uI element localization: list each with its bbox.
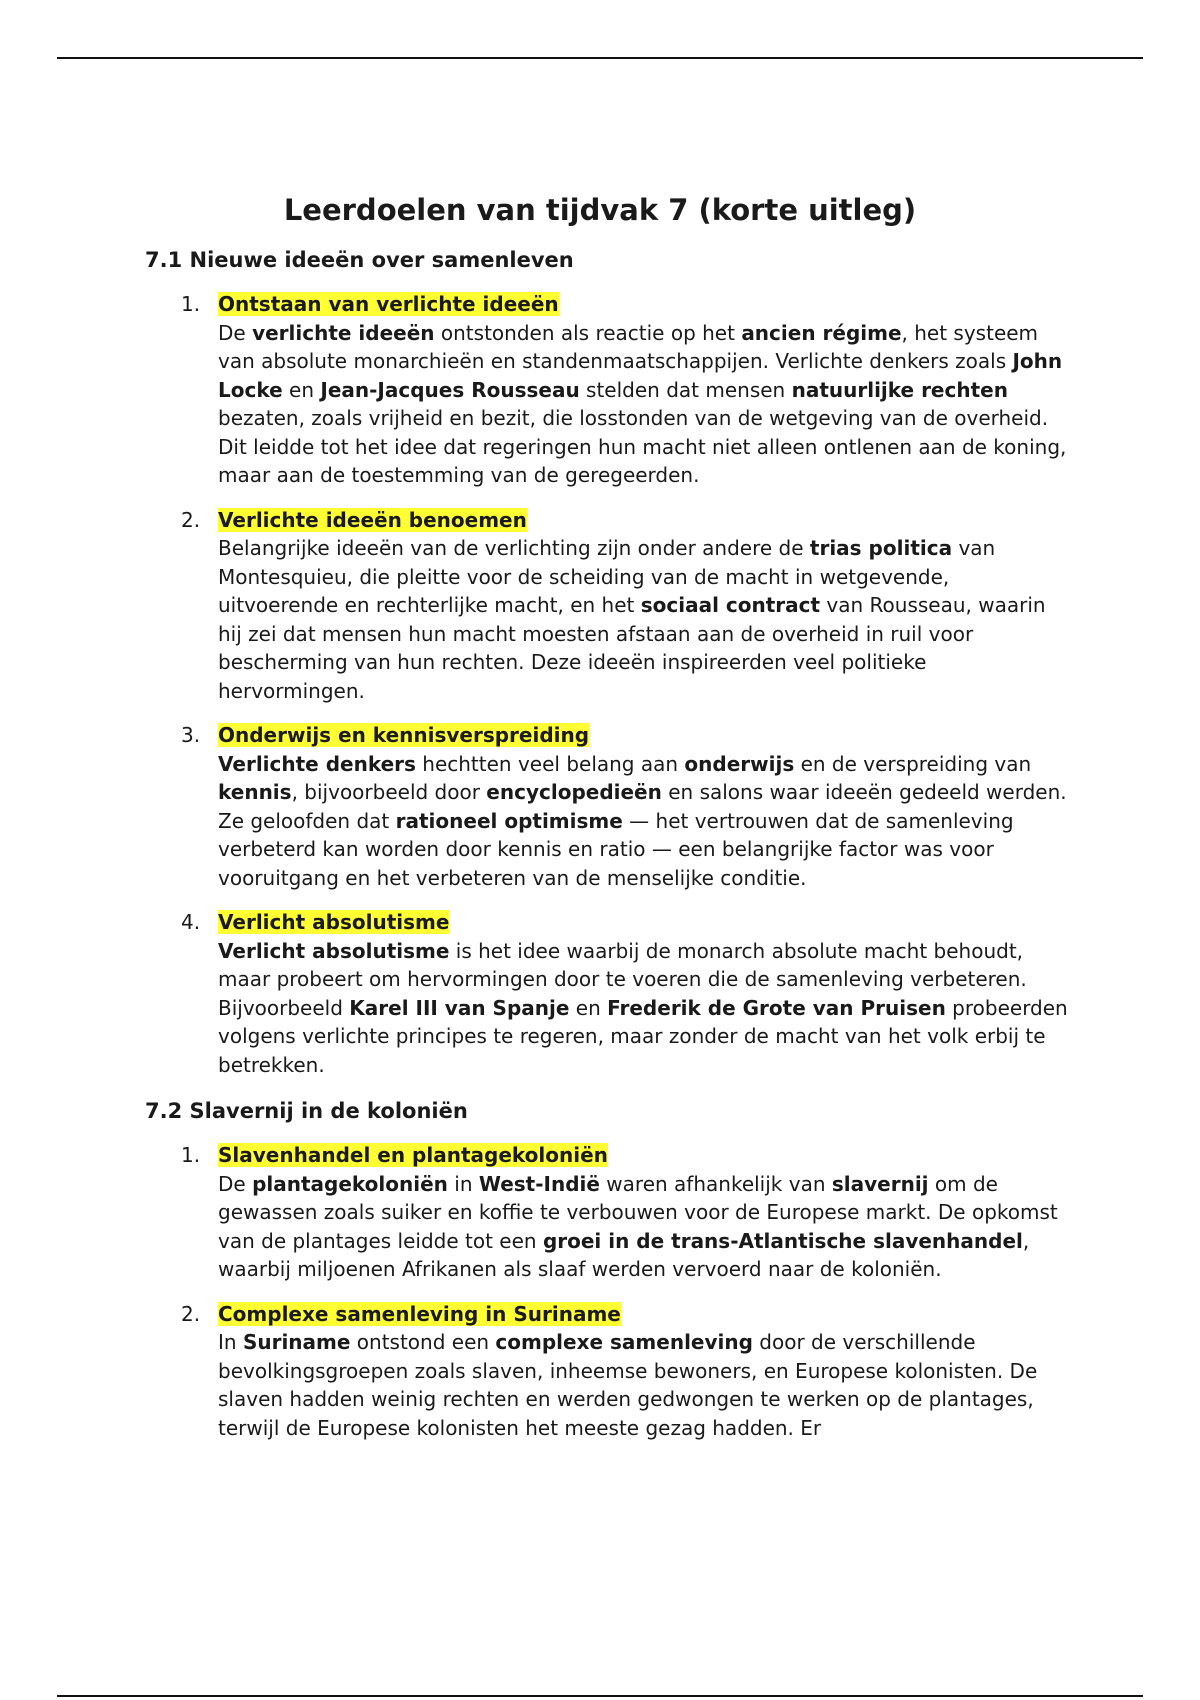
item-text: De verlichte ideeën ontstonden als reactie op het ancien régime, het systeem van absolute monarchieën en standenmaatschappijen. Verlichte denkers zoals John Locke en Jean-Jacques Rousseau stelden dat mensen natuurlijke rechten bezaten, zoals vrijheid en bezit, die losstonden van de wetgeving van de overheid. Dit leidde tot het idee dat regeringen hun macht niet alleen ontlenen aan de koning, maar aan de toestemming van de geregeerden. [218, 320, 1067, 487]
list-item [145, 1141, 1075, 1284]
bold-term: John Locke [218, 349, 1063, 402]
bold-term: kennis [218, 780, 292, 804]
bold-term: Verlichte denkers [218, 751, 416, 776]
bold-term: slavernij [831, 1171, 929, 1196]
item-title: Complexe samenleving in Suriname [218, 1301, 621, 1326]
section-heading: 7.2 Slavernij in de koloniën [145, 1099, 468, 1123]
section-7-1 [145, 244, 1075, 1079]
bold-term: trias politica [809, 536, 953, 560]
item-text: In Suriname ontstond een complexe samenleving door de verschillende bevolkingsgroepen zoals slaven, inheemse bewoners, en Europese kolonisten. De slaven hadden weinig rechten en werden gedwongen te werken op de plantages, terwijl de Europese kolonisten het meeste gezag hadden. Er [218, 1330, 1038, 1440]
item-title: Verlicht absolutisme [218, 910, 450, 934]
item-title: Ontstaan van verlichte ideeën [218, 292, 559, 316]
bold-term: ancien régime [741, 320, 902, 345]
bold-term: Frederik de Grote van Pruisen [607, 995, 946, 1020]
bold-term: Verlicht absolutisme [218, 938, 450, 963]
list-item [145, 290, 1075, 490]
top-rule [57, 57, 1143, 59]
bold-term: onderwijs [684, 751, 795, 776]
bold-term: Jean-Jacques Rousseau [320, 377, 580, 402]
list-number: 3. [181, 723, 201, 747]
item-text: Verlichte denkers hechtten veel belang aan onderwijs en de verspreiding van kennis, bijvoorbeeld door encyclopedieën en salons waar ideeën gedeeld werden. Ze geloofden dat rationeel optimisme — het vertrouwen dat de samenleving verbeterd kan worden door kennis en ratio — een belangrijke factor was voor vooruitgang en het verbeteren van de menselijke conditie. [218, 751, 1067, 890]
list-number: 4. [181, 910, 201, 934]
bold-term: sociaal contract [640, 593, 821, 617]
list-item [145, 506, 1075, 706]
list-item [145, 1300, 1075, 1443]
bold-term: plantagekoloniën [252, 1171, 448, 1196]
bold-term: Karel III van Spanje [349, 995, 570, 1020]
bold-term: Suriname [242, 1330, 351, 1354]
bold-term: encyclopedieën [486, 780, 662, 804]
bold-term: verlichte ideeën [252, 320, 435, 345]
bold-term: West-Indië [478, 1171, 600, 1196]
item-text: De plantagekoloniën in West-Indië waren afhankelijk van slavernij om de gewassen zoals suiker en koffie te verbouwen voor de Europese markt. De opkomst van de plantages leidde tot een groei in de trans-Atlantische slavenhandel, waarbij miljoenen Afrikanen als slaaf werden vervoerd naar de koloniën. [218, 1171, 1058, 1281]
bold-term: rationeel optimisme [395, 808, 623, 833]
bold-term: groei in de trans-Atlantische slavenhandel [542, 1228, 1023, 1253]
list-number: 2. [181, 507, 201, 532]
list-number: 1. [181, 1143, 201, 1167]
section-7-2 [145, 1095, 1075, 1442]
list-number: 1. [181, 292, 201, 316]
page-title: Leerdoelen van tijdvak 7 (korte uitleg) [283, 193, 917, 227]
bottom-rule [57, 1695, 1143, 1697]
bold-term: complexe samenleving [495, 1330, 753, 1354]
item-text: Verlicht absolutisme is het idee waarbij de monarch absolute macht behoudt, maar probeert om hervormingen door te voeren die de samenleving verbeteren. Bijvoorbeeld Karel III van Spanje en Frederik de Grote van Pruisen probeerden volgens verlichte principes te regeren, maar zonder de macht van het volk erbij te betrekken. [218, 938, 1068, 1077]
document-body [145, 244, 1075, 1458]
learning-goals-list [145, 290, 1075, 1079]
learning-goals-list [145, 1141, 1075, 1442]
item-text: Belangrijke ideeën van de verlichting zijn onder andere de trias politica van Montesquieu, die pleitte voor de scheiding van de macht in wetgevende, uitvoerende en rechterlijke macht, en het sociaal contract van Rousseau, waarin hij zei dat mensen hun macht moesten afstaan aan de overheid in ruil voor bescherming van hun rechten. Deze ideeën inspireerden veel politieke hervormingen. [218, 536, 1046, 703]
item-title: Slavenhandel en plantagekoloniën [218, 1143, 608, 1167]
item-title: Verlichte ideeën benoemen [218, 507, 527, 532]
list-item [145, 721, 1075, 892]
section-heading: 7.1 Nieuwe ideeën over samenleven [145, 248, 574, 272]
bold-term: natuurlijke rechten [791, 377, 1008, 402]
list-item [145, 908, 1075, 1079]
list-number: 2. [181, 1301, 201, 1326]
item-title: Onderwijs en kennisverspreiding [218, 723, 590, 747]
